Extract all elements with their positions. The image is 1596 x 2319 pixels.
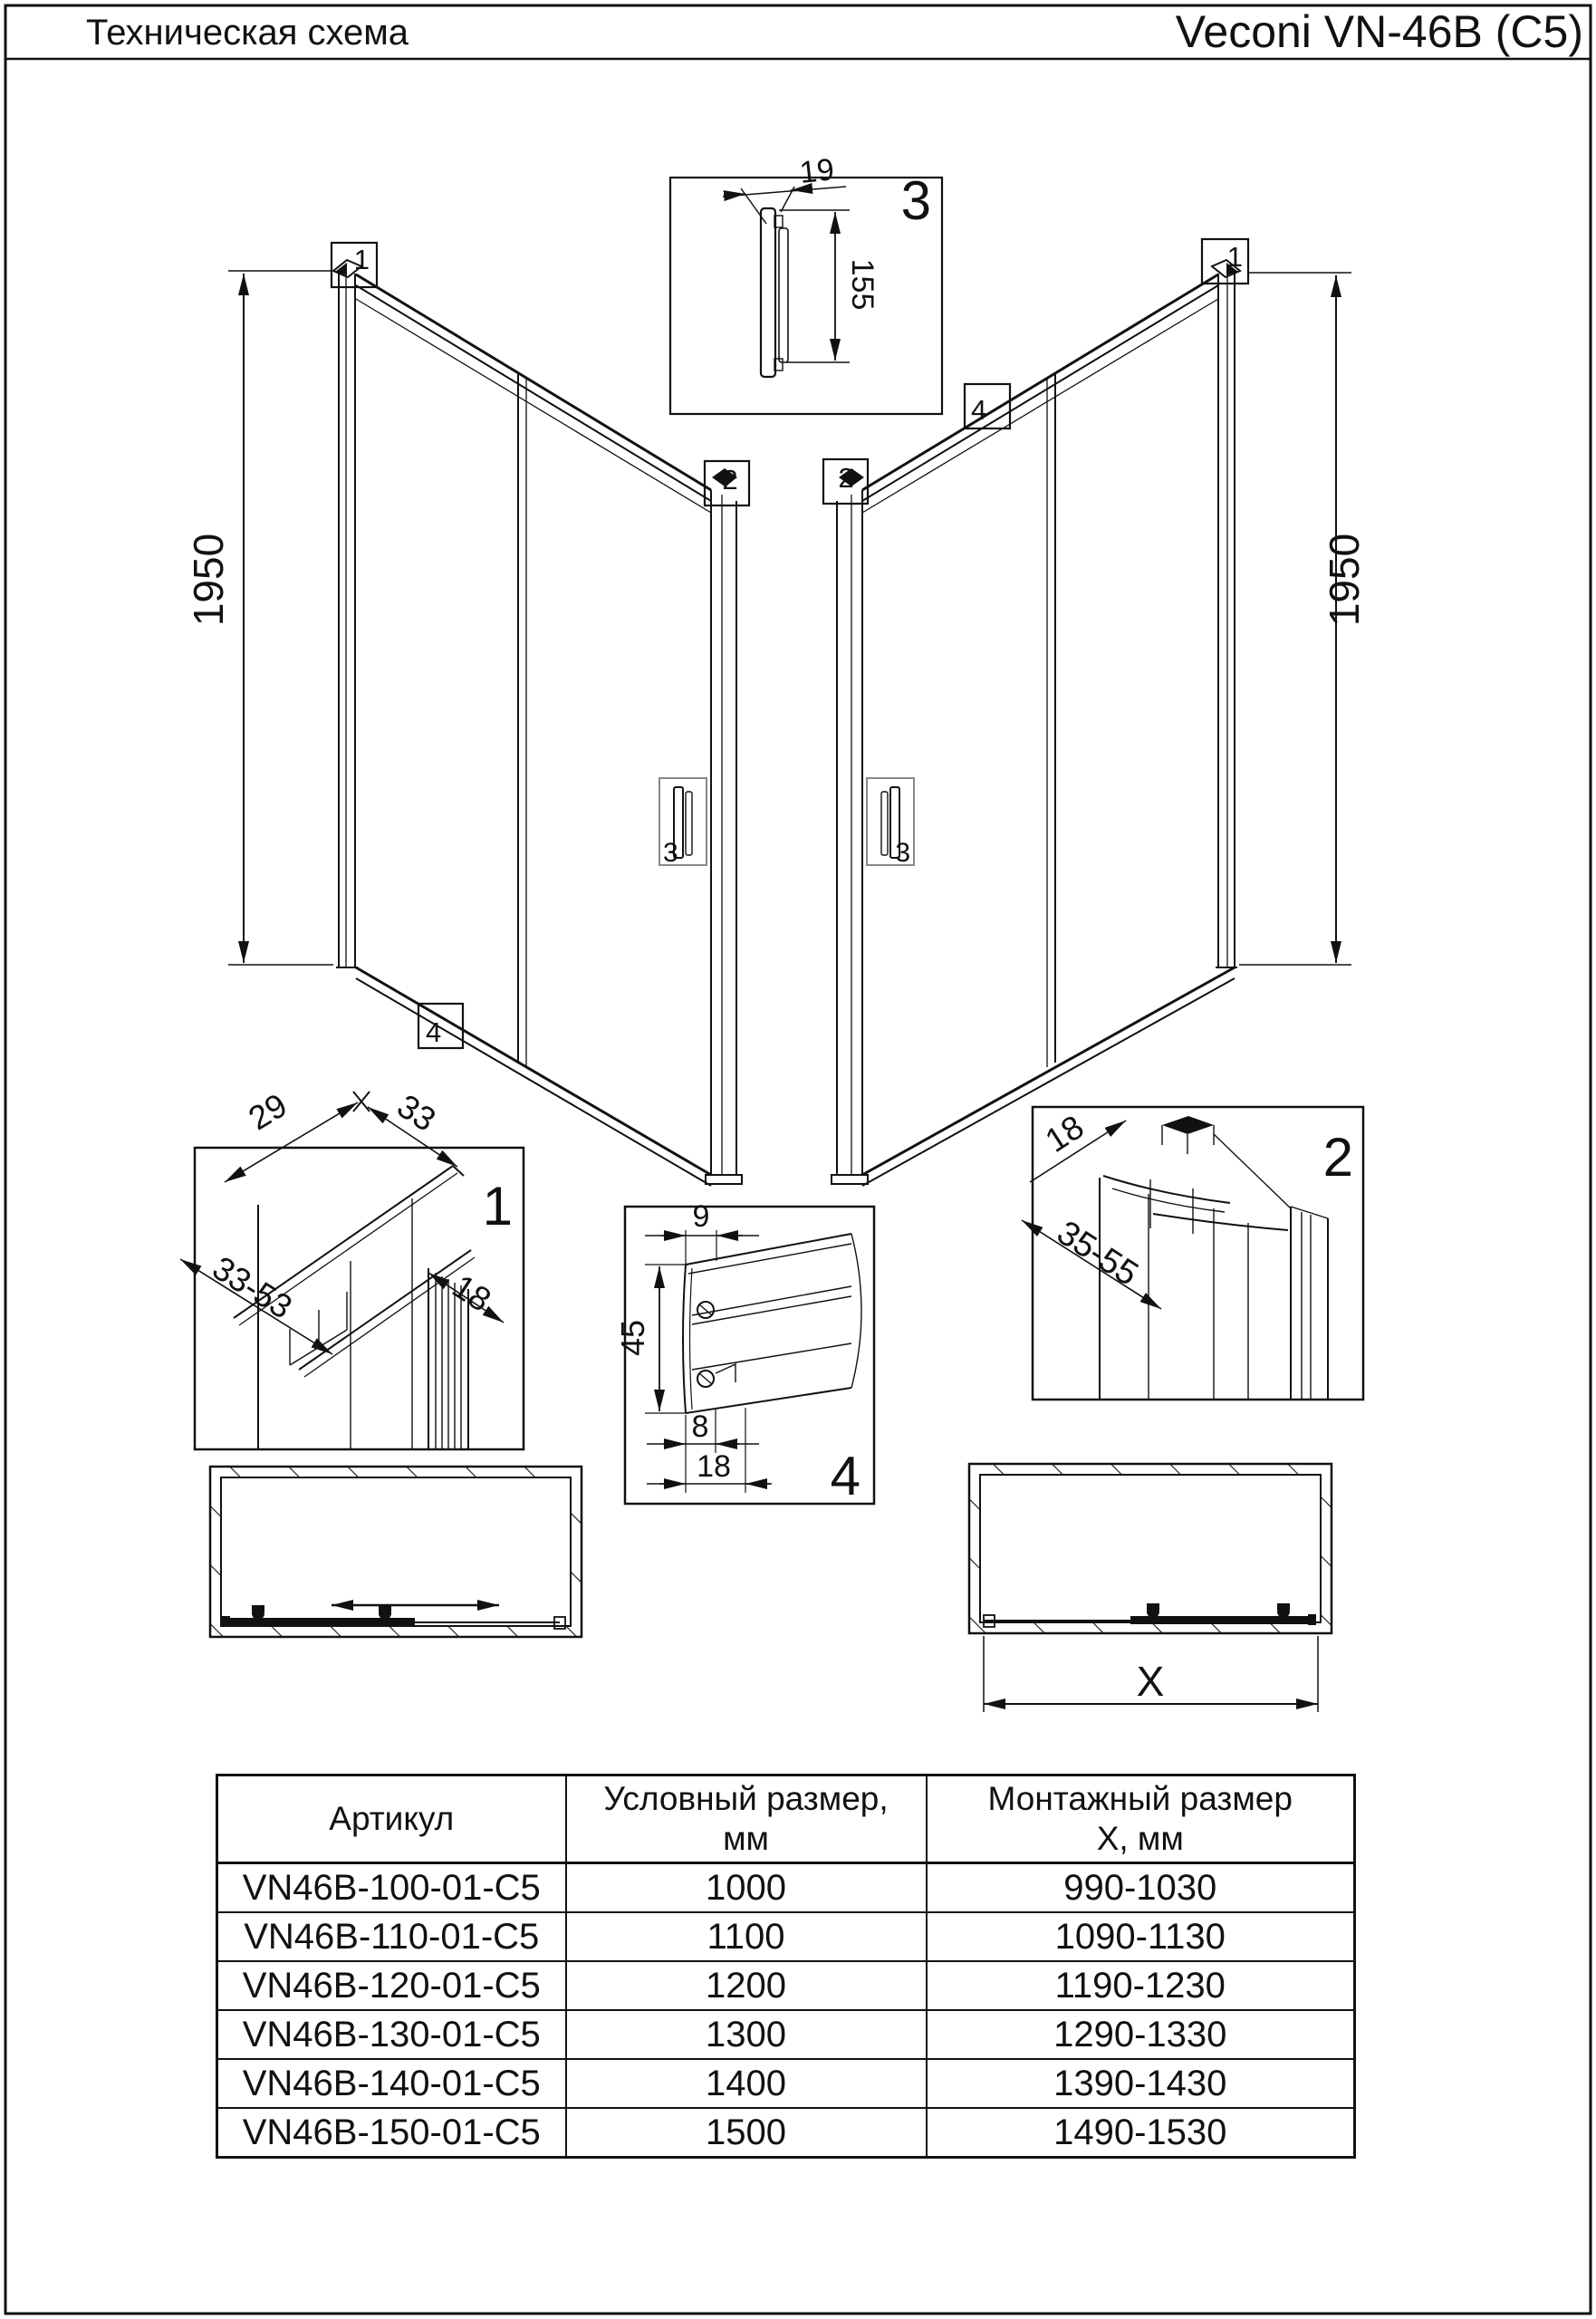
col-mounting-size-header xyxy=(927,1775,1355,1863)
detail-2-dim-3555-label: 35-55 xyxy=(1050,1213,1145,1294)
col-article-header xyxy=(217,1775,566,1863)
mounting-size-cell: 1490-1530 xyxy=(927,2108,1355,2158)
col-nominal-size-line1: Условный размер, xyxy=(603,1780,889,1818)
left-glass-divider xyxy=(518,373,526,1067)
table-row xyxy=(217,2059,1355,2108)
article-cell: VN46B-120-01-C5 xyxy=(217,1961,566,2010)
mounting-size-cell: 1190-1230 xyxy=(927,1961,1355,2010)
detail-4-dim-9-label: 9 xyxy=(692,1199,710,1234)
detail-2-dim-18-label: 18 xyxy=(1038,1108,1091,1160)
detail-1-dim-18-label: 18 xyxy=(446,1267,498,1319)
col-nominal-size-line2: мм xyxy=(723,1820,769,1857)
nominal-size-cell: 1100 xyxy=(566,1912,927,1961)
left-callout-1-label: 1 xyxy=(353,244,370,275)
nominal-size-cell: 1500 xyxy=(566,2108,927,2158)
right-elevation xyxy=(823,239,1351,1186)
left-height-dimension xyxy=(228,271,333,965)
table-row xyxy=(217,2010,1355,2059)
right-callout-1-label: 1 xyxy=(1226,241,1243,273)
article-cell: VN46B-110-01-C5 xyxy=(217,1912,566,1961)
mounting-size-cell: 990-1030 xyxy=(927,1863,1355,1913)
detail-3-dim-19-label: 19 xyxy=(798,152,836,190)
detail-4-dim-8-label: 8 xyxy=(691,1410,709,1444)
nominal-size-cell: 1400 xyxy=(566,2059,927,2108)
left-top-rail xyxy=(356,274,711,513)
page-title: Техническая схема xyxy=(86,13,409,53)
col-nominal-size-header xyxy=(566,1775,927,1863)
table-row xyxy=(217,2108,1355,2158)
left-callout-2-label: 2 xyxy=(722,464,738,496)
right-height-label: 1950 xyxy=(1321,533,1368,627)
product-title: Veconi VN-46B (C5) xyxy=(1175,6,1583,57)
right-bottom-rail xyxy=(862,967,1235,1186)
col-mounting-size-line2: Х, мм xyxy=(1096,1820,1184,1857)
detail-1-dim-29-label: 29 xyxy=(242,1086,293,1138)
right-wall-profile xyxy=(1212,260,1240,967)
nominal-size-cell: 1200 xyxy=(566,1961,927,2010)
detail-3-handle-drawing xyxy=(761,208,788,377)
table-header-row xyxy=(217,1775,1355,1863)
left-wall-profile xyxy=(333,260,361,967)
col-mounting-size-line1: Монтажный размер xyxy=(987,1780,1293,1818)
mounting-size-cell: 1390-1430 xyxy=(927,2059,1355,2108)
mounting-size-cell: 1290-1330 xyxy=(927,2010,1355,2059)
detail-4-dim-45-label: 45 xyxy=(614,1319,651,1357)
detail-3-dim-155 xyxy=(779,210,850,362)
col-article-header-label: Артикул xyxy=(329,1800,455,1838)
left-callout-4-label: 4 xyxy=(426,1016,442,1048)
detail-4-dim-18-label: 18 xyxy=(697,1449,731,1484)
left-bottom-rail xyxy=(356,967,711,1186)
detail-1-dim-33-label: 33 xyxy=(390,1087,443,1139)
left-callout-3-label: 3 xyxy=(663,838,678,868)
right-glass-divider xyxy=(1047,373,1055,1067)
left-inner-post xyxy=(706,468,742,1184)
article-cell: VN46B-140-01-C5 xyxy=(217,2059,566,2108)
detail-3-label: 3 xyxy=(900,170,931,231)
article-cell: VN46B-130-01-C5 xyxy=(217,2010,566,2059)
table-row xyxy=(217,1863,1355,1913)
detail-3-dim-155-label: 155 xyxy=(845,258,880,311)
article-cell: VN46B-100-01-C5 xyxy=(217,1863,566,1913)
left-height-label: 1950 xyxy=(185,533,232,627)
detail-1-label: 1 xyxy=(482,1176,513,1236)
mounting-size-cell: 1090-1130 xyxy=(927,1912,1355,1961)
mounting-width-label: X xyxy=(1136,1658,1165,1705)
table-row xyxy=(217,1912,1355,1961)
right-callout-2-label: 2 xyxy=(838,462,854,494)
nominal-size-cell: 1000 xyxy=(566,1863,927,1913)
left-plan-view xyxy=(210,1467,582,1637)
table-row xyxy=(217,1961,1355,2010)
right-callout-4-label: 4 xyxy=(971,394,987,426)
detail-1-dim-3353-label: 33-53 xyxy=(206,1248,299,1326)
right-callout-3-label: 3 xyxy=(895,838,910,868)
right-top-rail xyxy=(862,274,1218,513)
detail-4-label: 4 xyxy=(830,1446,860,1506)
nominal-size-cell: 1300 xyxy=(566,2010,927,2059)
spec-table xyxy=(216,1774,1356,2159)
detail-2-dimensions xyxy=(1022,1121,1161,1309)
article-cell: VN46B-150-01-C5 xyxy=(217,2108,566,2158)
detail-2-label: 2 xyxy=(1322,1127,1353,1188)
detail-3-dim-19 xyxy=(723,187,846,224)
right-inner-post xyxy=(832,468,868,1184)
detail-4-profile-drawing xyxy=(683,1234,861,1413)
